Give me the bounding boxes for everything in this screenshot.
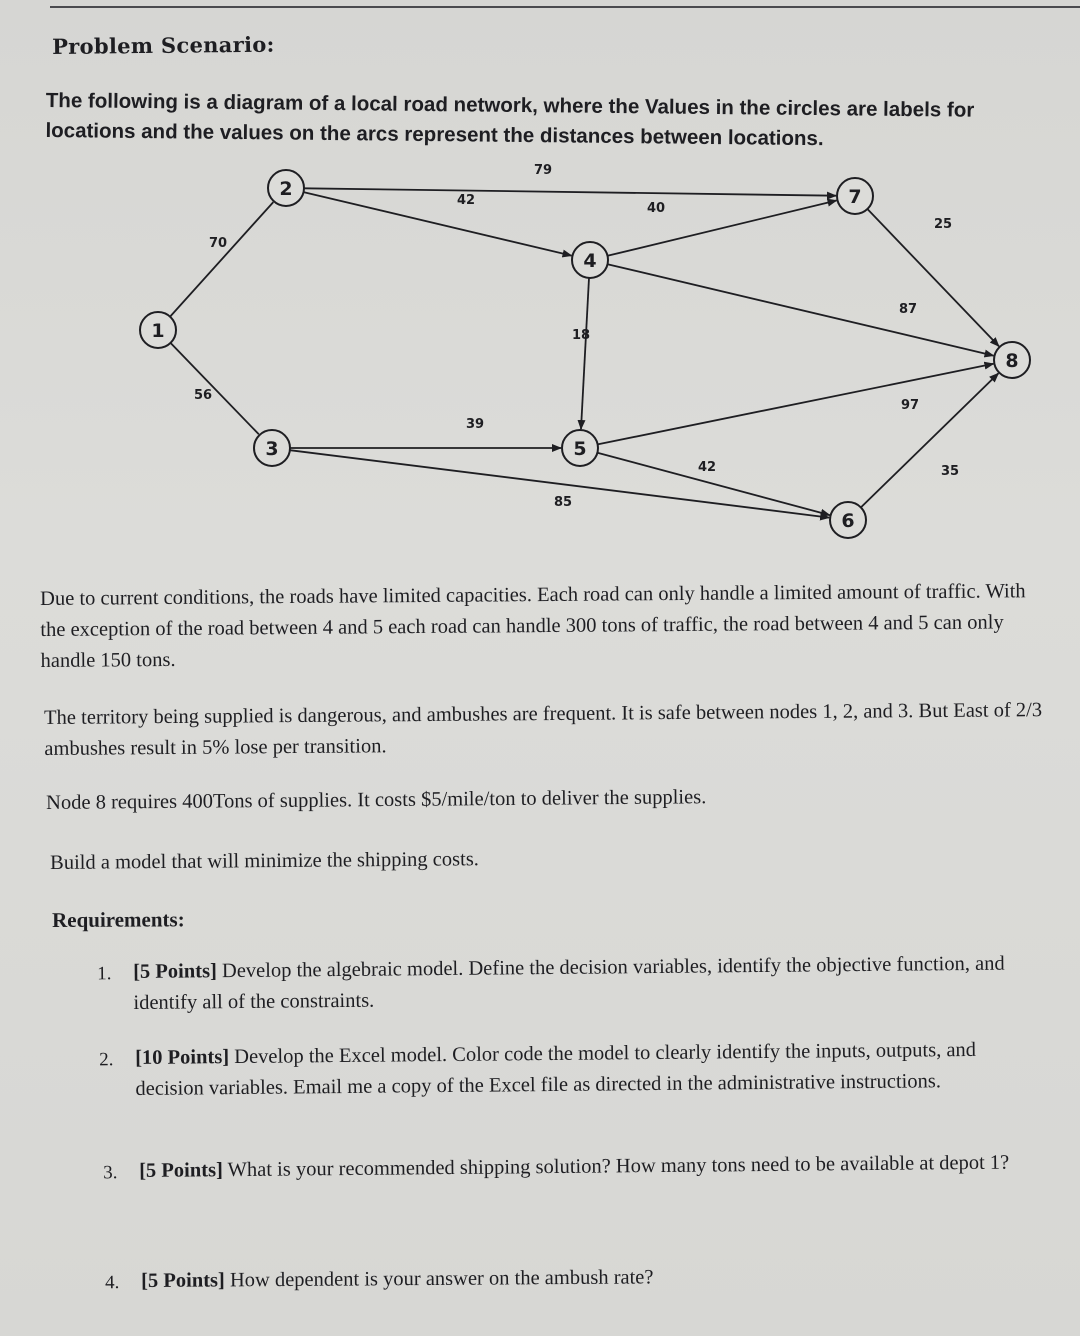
requirement-text: How dependent is your answer on the ambush rate?: [229, 1266, 654, 1292]
location-node-6: [830, 502, 866, 538]
arc-distance-label: 42: [697, 460, 717, 475]
arc-distance-label: 25: [933, 217, 953, 232]
location-node-7: [837, 178, 873, 214]
requirement-points: [5 Points]: [139, 1159, 223, 1182]
location-node-1: [140, 312, 176, 348]
road-arc-4-7: [608, 201, 837, 256]
road-arc-1-3: [171, 343, 259, 434]
node-label: 3: [265, 438, 279, 460]
arc-distance-label: 40: [646, 201, 666, 216]
requirement-points: [5 Points]: [133, 960, 217, 983]
location-node-8: [994, 342, 1030, 378]
requirement-item: [99, 1034, 1036, 1105]
requirement-number: 3.: [103, 1162, 118, 1184]
road-arc-6-8: [861, 373, 999, 507]
requirement-number: 1.: [97, 963, 112, 985]
node-label: 6: [841, 510, 855, 532]
requirement-item: [103, 1147, 1064, 1187]
requirement-item: [105, 1260, 941, 1297]
requirement-number: 4.: [105, 1272, 120, 1294]
capacity-paragraph: Due to current conditions, the roads have limited capacities. Each road can only handle a limited amount of traffic. With the exception of the road between 4 and 5 each road can handle 300 tons of traffic, the road between 4 and 5 can only handle 150 tons.: [40, 580, 1026, 672]
top-rule: [50, 6, 1080, 8]
arc-distance-label: 56: [193, 388, 213, 403]
road-arc-1-2: [170, 202, 273, 317]
location-node-5: [562, 430, 598, 466]
arc-distance-label: 18: [571, 328, 591, 343]
arc-distance-label: 39: [465, 417, 485, 432]
arc-distance-label: 87: [898, 302, 918, 317]
requirements-heading: Requirements:: [52, 907, 185, 932]
road-network-diagram: [0, 150, 1080, 550]
arc-distance-label: 97: [900, 398, 920, 413]
requirement-number: 2.: [99, 1049, 114, 1071]
node-label: 1: [151, 320, 165, 342]
requirement-points: [5 Points]: [141, 1269, 225, 1292]
intro-text: The following is a diagram of a local road network, where the Values in the circles are labels for locations and the values on the arcs represent the distances between locations.: [45, 88, 975, 151]
demand-paragraph: Node 8 requires 400Tons of supplies. It costs $5/mile/ton to deliver the supplies.: [46, 786, 707, 814]
arc-distance-label: 79: [533, 163, 553, 178]
problem-heading: Problem Scenario:: [52, 31, 275, 59]
node-label: 8: [1005, 350, 1019, 372]
location-node-4: [572, 242, 608, 278]
objective-paragraph: Build a model that will minimize the shipping costs.: [50, 848, 479, 874]
road-arc-5-8: [598, 364, 994, 445]
requirement-item: [97, 948, 1049, 1019]
node-label: 4: [583, 250, 597, 272]
node-label: 2: [279, 178, 293, 200]
location-node-3: [254, 430, 290, 466]
road-arc-2-7: [304, 188, 836, 195]
arc-distance-label: 70: [208, 236, 228, 251]
node-label: 5: [573, 438, 587, 460]
requirement-points: [10 Points]: [135, 1046, 230, 1069]
road-arc-4-8: [608, 264, 994, 355]
road-arc-2-4: [304, 192, 572, 256]
ambush-paragraph: The territory being supplied is dangerous, and ambushes are frequent. It is safe between nodes 1, 2, and 3. But East of 2/3 ambushes result in 5% lose per transition.: [44, 699, 1043, 760]
requirement-text: Develop the Excel model. Color code the model to clearly identify the inputs, outputs, and decision variables. Email me a copy of the Excel file as directed in the administrative instructions.: [135, 1038, 977, 1100]
arc-distance-label: 42: [456, 193, 476, 208]
location-node-2: [268, 170, 304, 206]
road-arc-4-5: [581, 278, 589, 429]
node-label: 7: [848, 186, 862, 208]
arc-distance-label: 85: [553, 495, 573, 510]
requirement-text: What is your recommended shipping solution? How many tons need to be available at depot 1?: [227, 1151, 1010, 1182]
requirement-text: Develop the algebraic model. Define the decision variables, identify the objective function, and identify all of the constraints.: [133, 952, 1005, 1014]
arc-distance-label: 35: [940, 464, 960, 479]
